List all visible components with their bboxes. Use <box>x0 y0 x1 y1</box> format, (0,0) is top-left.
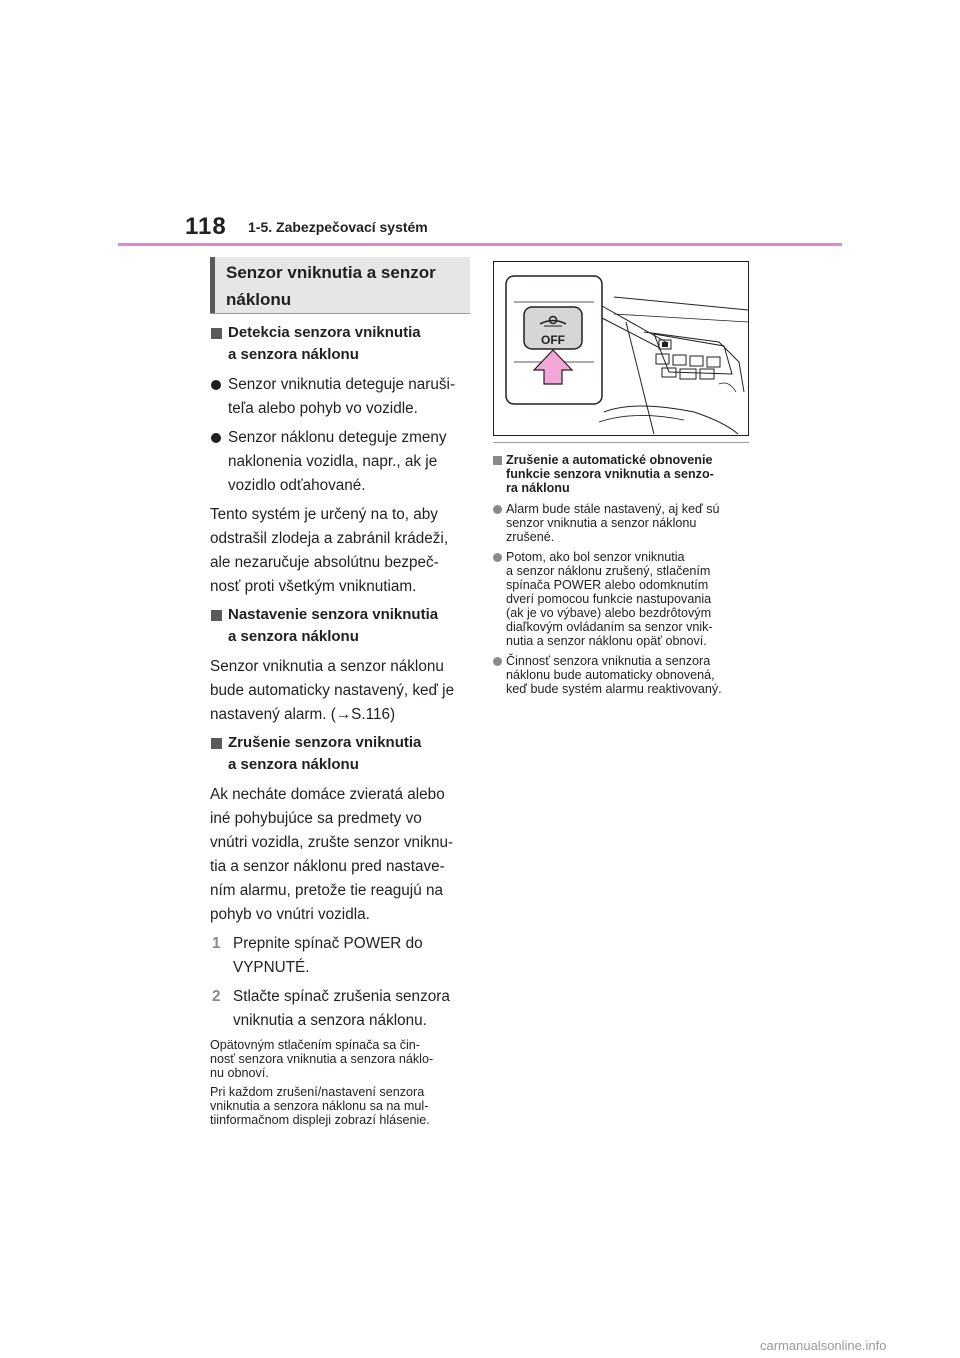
paragraph <box>210 503 470 599</box>
bullet-line: spínača POWER alebo odomknutím <box>506 578 709 592</box>
heading-rule <box>210 313 470 314</box>
paragraph-line: Ak necháte domáce zvieratá alebo <box>210 786 445 803</box>
left-column <box>210 257 470 1132</box>
subheading-auto-restore <box>493 453 751 495</box>
note-line: Opätovným stlačením spínača sa čin- <box>210 1038 420 1052</box>
step-line: vniknutia a senzora náklonu. <box>233 1012 427 1029</box>
figure-rule <box>493 442 749 443</box>
subheading-setting <box>210 604 470 648</box>
bullet-dot-icon <box>493 657 502 666</box>
subheading-detection <box>210 322 470 366</box>
subheading-cancel <box>210 732 470 776</box>
paragraph <box>210 783 470 927</box>
step-line: VYPNUTÉ. <box>233 959 310 976</box>
note-line: tiinformačnom displeji zobrazí hlásenie. <box>210 1113 430 1127</box>
note-line: nosť senzora vniknutia a senzora náklo- <box>210 1052 434 1066</box>
header-rule <box>118 243 842 246</box>
bullet-item <box>493 654 751 696</box>
watermark: carmanualsonline.info <box>760 1338 887 1353</box>
bullet-line: senzor vniknutia a senzor náklonu <box>506 516 697 530</box>
box-heading-line: náklonu <box>226 290 292 309</box>
box-heading <box>210 257 470 313</box>
bullet-item <box>210 426 470 498</box>
paragraph-line: ale nezaručuje absolútnu bezpeč- <box>210 554 439 571</box>
bullet-dot-icon <box>211 433 221 443</box>
subheading-line: a senzora náklonu <box>228 628 359 645</box>
overhead-console-figure <box>493 261 749 436</box>
step-line: Prepnite spínač POWER do <box>233 935 423 952</box>
note-line: Pri každom zrušení/nastavení senzora <box>210 1085 425 1099</box>
subheading-line: a senzora náklonu <box>228 346 359 363</box>
step-number: 1 <box>212 935 221 952</box>
bullet-line: naklonenia vozidla, napr., ak je <box>228 453 438 470</box>
subheading-line: ra náklonu <box>506 481 570 495</box>
subheading-line: Detekcia senzora vniknutia <box>228 324 421 341</box>
paragraph-line: pohyb vo vnútri vozidla. <box>210 906 370 923</box>
page-number: 118 <box>185 213 227 240</box>
step-item <box>210 932 470 980</box>
bullet-line: (ak je vo výbave) alebo bezdrôtovým <box>506 606 712 620</box>
step-number: 2 <box>212 988 221 1005</box>
bullet-line: vozidlo odťahované. <box>228 477 366 494</box>
paragraph-line: Tento systém je určený na to, aby <box>210 506 438 523</box>
subheading-line: funkcie senzora vniknutia a senzo- <box>506 467 714 481</box>
paragraph <box>210 655 470 727</box>
note <box>210 1038 470 1080</box>
bullet-dot-icon <box>211 380 221 390</box>
bullet-line: náklonu bude automaticky obnovená, <box>506 668 715 682</box>
section-title: 1-5. Zabezpečovací systém <box>248 219 428 235</box>
bullet-line: zrušené. <box>506 530 555 544</box>
paragraph-line: tia a senzor náklonu pred nastave- <box>210 858 445 875</box>
paragraph-line: nosť proti všetkým vniknutiam. <box>210 578 417 595</box>
square-bullet-icon <box>211 328 222 339</box>
right-column <box>493 453 751 702</box>
bullet-line: teľa alebo pohyb vo vozidle. <box>228 400 418 417</box>
subheading-line: Zrušenie senzora vniknutia <box>228 734 422 751</box>
off-button-label: OFF <box>541 333 565 347</box>
bullet-dot-icon <box>493 505 502 514</box>
step-line: Stlačte spínač zrušenia senzora <box>233 988 450 1005</box>
box-heading-line: Senzor vniknutia a senzor <box>226 263 436 282</box>
subheading-line: Zrušenie a automatické obnovenie <box>506 453 713 467</box>
square-bullet-icon <box>211 610 222 621</box>
note-line: vniknutia a senzora náklonu sa na mul- <box>210 1099 429 1113</box>
bullet-line: keď bude systém alarmu reaktivovaný. <box>506 682 722 696</box>
bullet-item <box>493 502 751 544</box>
bullet-line: Senzor náklonu deteguje zmeny <box>228 429 447 446</box>
paragraph-line: iné pohybujúce sa predmety vo <box>210 810 422 827</box>
bullet-item <box>493 550 751 648</box>
bullet-dot-icon <box>493 553 502 562</box>
bullet-line: a senzor náklonu zrušený, stlačením <box>506 564 711 578</box>
paragraph-line: odstrašil zlodeja a zabránil krádeži, <box>210 530 449 547</box>
bullet-line: Senzor vniknutia deteguje naruši- <box>228 376 456 393</box>
paragraph-line: vnútri vozidla, zrušte senzor vniknu- <box>210 834 454 851</box>
bullet-item <box>210 373 470 421</box>
bullet-line: Činnosť senzora vniknutia a senzora <box>506 654 711 668</box>
paragraph-line: ním alarmu, pretože tie reagujú na <box>210 882 443 899</box>
note-line: nu obnoví. <box>210 1066 269 1080</box>
step-item <box>210 985 470 1033</box>
bullet-line: diaľkovým ovládaním sa senzor vnik- <box>506 620 713 634</box>
paragraph-line: bude automaticky nastavený, keď je <box>210 682 455 699</box>
bullet-line: Alarm bude stále nastavený, aj keď sú <box>506 502 720 516</box>
square-bullet-icon <box>211 738 222 749</box>
bullet-line: Potom, ako bol senzor vniknutia <box>506 550 685 564</box>
bullet-line: nutia a senzor náklonu opäť obnoví. <box>506 634 707 648</box>
overhead-console-illustration <box>494 262 748 435</box>
bullet-line: dverí pomocou funkcie nastupovania <box>506 592 712 606</box>
square-bullet-icon <box>493 456 502 465</box>
note <box>210 1085 470 1127</box>
subheading-line: Nastavenie senzora vniknutia <box>228 606 439 623</box>
paragraph-line: Senzor vniknutia a senzor náklonu <box>210 658 444 675</box>
paragraph-line: nastavený alarm. (→S.116) <box>210 706 396 723</box>
subheading-line: a senzora náklonu <box>228 756 359 773</box>
